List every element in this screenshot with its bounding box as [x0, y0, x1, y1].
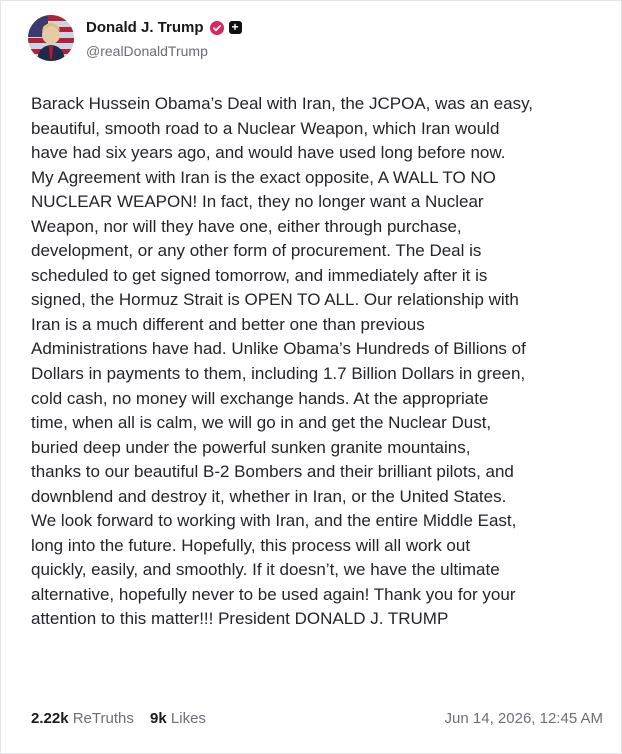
display-name[interactable]: Donald J. Trump — [86, 19, 204, 36]
post-timestamp[interactable]: Jun 14, 2026, 12:45 AM — [444, 710, 603, 727]
avatar-image — [28, 15, 74, 61]
likes-stat[interactable] — [150, 704, 206, 734]
user-handle[interactable]: @realDonaldTrump — [86, 43, 208, 59]
post-footer — [31, 704, 603, 734]
retruths-count: 2.22k — [31, 710, 69, 727]
likes-label: Likes — [170, 710, 206, 727]
plus-icon[interactable]: + — [229, 21, 242, 34]
retruths-stat[interactable] — [31, 704, 134, 734]
post-text: Barack Hussein Obama’s Deal with Iran, the JCPOA, was an easy, beautiful, smooth road to a Nuclear Weapon, which Iran would have had six years ago, and would have used long before now. My Agreement with Iran is the exact opposite, A WALL TO NO NUCLEAR WEAPON! In fact, they no longer want a Nuclear Weapon, nor will they have one, either through purchase, development, or any other form of procurement. The Deal is scheduled to get signed tomorrow, and immediately after it is signed, the Hormuz Strait is OPEN TO ALL. Our relationship with Iran is a much different and better one than previous Administrations have had. Unlike Obama’s Hundreds of Billions of Dollars in payments to them, including 1.7 Billion Dollars in green, cold cash, no money will exchange hands. At the appropriate time, when all is calm, we will go in and get the Nuclear Dust, buried deep under the powerful sunken granite mountains, thanks to our beautiful B-2 Bombers and their brilliant pilots, and downblend and destroy it, whether in Iran, or the United States. We look forward to working with Iran, and the entire Middle East, long into the future. Hopefully, this process will all work out quickly, easily, and smoothly. If it doesn’t, we have the ultimate alternative, hopefully never to be used again! Thank you for your attention to this matter!!! President DONALD J. TRUMP — [31, 94, 534, 629]
verified-badge-icon — [210, 21, 224, 35]
retruths-label: ReTruths — [72, 710, 134, 727]
name-row — [86, 19, 242, 36]
post-header — [28, 15, 588, 63]
avatar[interactable] — [28, 15, 74, 61]
likes-count: 9k — [150, 710, 167, 727]
